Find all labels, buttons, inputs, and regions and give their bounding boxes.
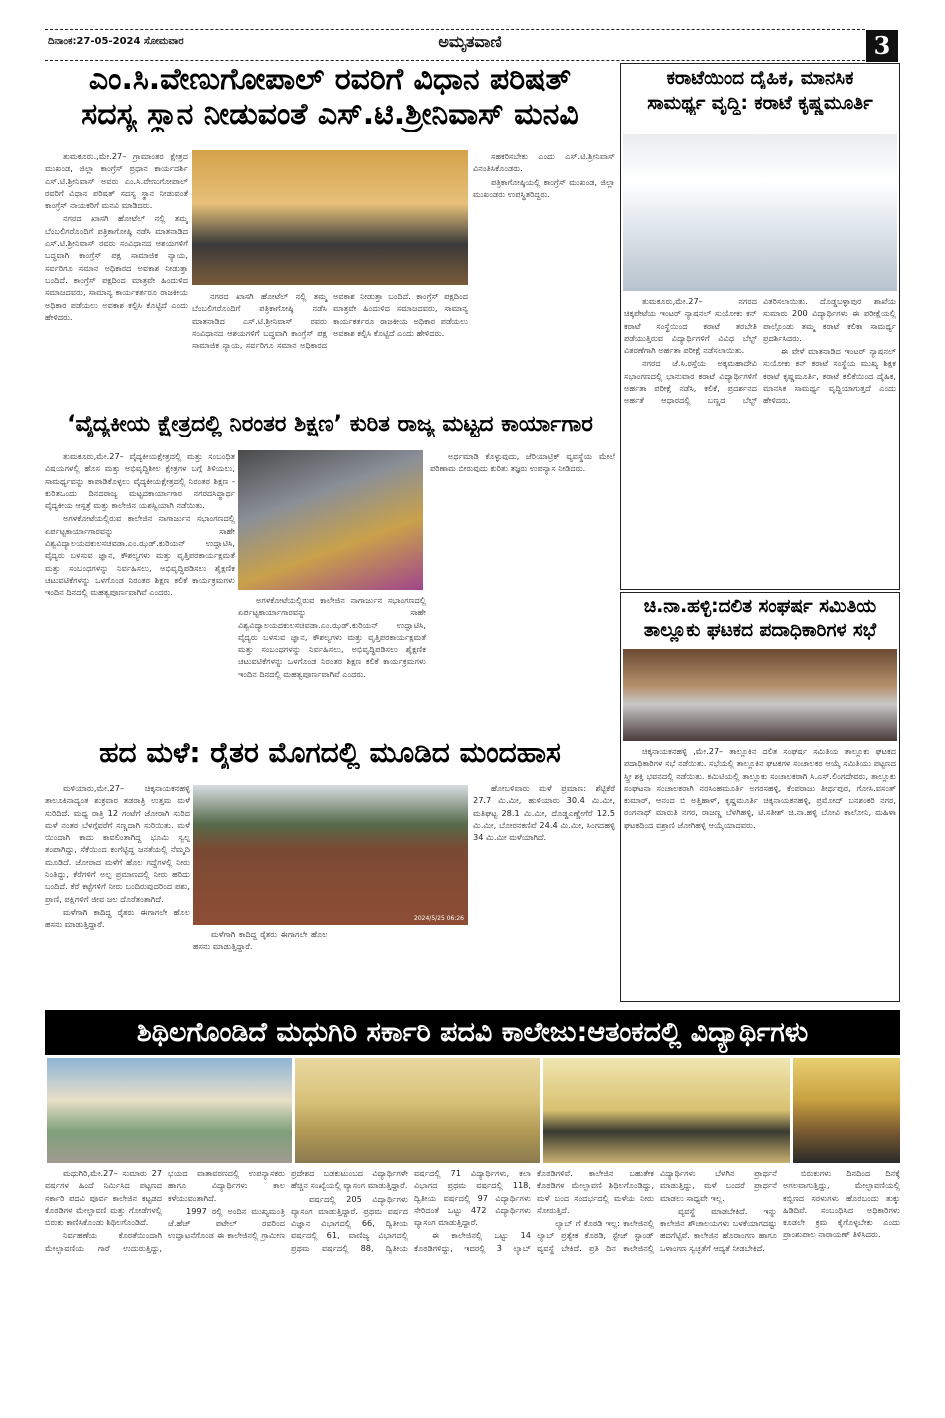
paragraph: ನಗರದ ಜೆ.ಸಿ.ರಸ್ತೆಯ ಅಕ್ಕಮಹಾದೇವಿ ಸಭಾಂಗಣದಲ್ಲಿ ಭಾನುವಾರ ಕರಾಟೆ ವಿದ್ಯಾರ್ಥಿಗಳಿಗೆ ಅರ್ಹತಾ ಪರೀಕ್ಷೆ ನಡೆಸಿ, ಕಲಿಕೆ, ಪ್ರದರ್ಶನದ ಅರ್ಹತೆ ಆಧಾರದಲ್ಲಿ ಬಣ್ಣದ ಬೆಲ್ಟ್ ವಿತರಿಸಲಾಯಿತು. ದೊಡ್ಡಬಳ್ಳಾಪುರ ಶಾಖೆಯ ಸುಮಾರು 200 ವಿದ್ಯಾರ್ಥಿಗಳು ಈ ಪರೀಕ್ಷೆಯಲ್ಲಿ ಪಾಲ್ಗೊಂಡು ತಮ್ಮ ಕರಾಟೆ ಕಲಿಕಾ ಸಾಮರ್ಥ್ಯ ಪ್ರದರ್ಶಿಸಿದರು. — [624, 296, 896, 406]
paragraph: ನಗರದ ಖಾಸಗಿ ಹೋಟೆಲ್ ನಲ್ಲಿ ತಮ್ಮ ಬೆಂಬಲಿಗರೊಂದಿಗೆ ಪತ್ರಿಕಾಗೋಷ್ಠಿ ನಡೆಸಿ ಮಾತನಾಡಿದ ಎಸ್.ಟಿ.ಶ್ರೀನಿವಾಸ್ ರವರು ಸಂವಿಧಾನದ ಆಶಯಗಳಿಗೆ ಬದ್ಧವಾಗಿ ಕಾಂಗ್ರೆಸ್ ಪಕ್ಷ ಸಾಮಾಜಿಕ ನ್ಯಾಯ, ಸರ್ವರಿಗೂ ಸಮಾನ ಅಧಿಕಾರದ ಅವಕಾಶ ನೀಡುತ್ತಾ ಬಂದಿದೆ. ಕಾಂಗ್ರೆಸ್ ಪಕ್ಷದಿಂದ ಮಾತ್ರವೇ ಹಿಂದುಳಿದ ಸಮಾಜದವರು, ಸಾಮಾನ್ಯ ಕಾರ್ಯಕರ್ತರೂ ರಾಜಕೀಯ ಅಧಿಕಾರ ಪಡೆಯಲು ಅವಕಾಶ ಕಲ್ಪಿಸಿ ಕೊಟ್ಟಿದೆ ಎಂದು ಹೇಳಿದರು. — [45, 213, 188, 322]
paragraph: ಚಿಕ್ಕನಾಯಕನಹಳ್ಳಿ ,ಮೇ.27– ತಾಲ್ಲೂಕಿನ ದಲಿತ ಸಂಘರ್ಷ ಸಮಿತಿಯ ತಾಲ್ಲೂಕು ಘಟಕದ ಪದಾಧಿಕಾರಿಗಳ ಸಭೆ ನಡೆಯಿತು. ಸಭೆಯಲ್ಲಿ ತಾಲ್ಲೂಕಿನ ಘಟಕಗಳ ಸಂಚಾಲಕರ ಆಯ್ಕೆ ಸಮಿತಿಯು ಪಟ್ಟಣದ ಸ್ತ್ರೀ ಶಕ್ತಿ ಭವನದಲ್ಲಿ ನಡೆಯಿತು. ಕಮಿಟಿಯಲ್ಲಿ ತಾಲ್ಲೂಕು ಸಂಚಾಲಕರಾಗಿ ಸಿ.ಎಸ್.ಲಿಂಗದೇವರು, ತಾಲ್ಲೂಕು ಸಂಘಟನಾ ಸಂಚಾಲಕರಾಗಿ ನರಸಿಂಹಮೂರ್ತಿ ಅಗರಸಹಳ್ಳಿ, ಕೆಂಪರಾಜು ತೀರ್ಥಪುರ, ಗೋಸಿ.ವಸಂತ್ ಕುಮಾರ್, ಆನಂದ ಬಿ ಅತ್ತಿಹಾಳ್, ಕೃಷ್ಣಮೂರ್ತಿ ಚಿಕ್ಕನಾಯಕನಹಳ್ಳಿ, ಪ್ರಮೋದ್ ಬನಶಂಕರಿ ನಗರ, ರಂಗನಾಥ್ ಮಾರುತಿ ನಗರ, ರಾಜಣ್ಣ ಬೆಳಗಿಹಳ್ಳಿ, ಟಿ.ಸತೀಶ್ ಚಿ.ನಾ.ಹಳ್ಳಿ ಬೋವಿ ಕಾಲೋನಿ, ಮಹಿಳಾ ಘಟಕದಿಂದ ವಶ್ರಾಣಿ ಜೋಗಿಹಳ್ಳಿ ಆಯ್ಕೆಯಾದವರು. — [624, 746, 896, 830]
header-rule-bottom — [45, 60, 865, 61]
article-medical-headline: ‘ವೈದ್ಯಕೀಯ ಕ್ಷೇತ್ರದಲ್ಲಿ ನಿರಂತರ ಶಿಕ್ಷಣ’ ಕುರಿತ ರಾಜ್ಯ ಮಟ್ಟದ ಕಾರ್ಯಾಗಾರ — [67, 412, 593, 437]
paragraph: ಮಳಿಯಾರು,ಮೇ.27– ಚಿಕ್ಕನಾಯಕನಹಳ್ಳಿ ತಾಲೂಕಿನಾದ್ಯಂತ ಶುಕ್ರವಾರ ತಡರಾತ್ರಿ ಉತ್ತಮ ಮಳೆ ಸುರಿದಿದೆ. ಮಧ್ಯ ರಾತ್ರಿ 12 ಗಂಟೆಗೆ ಜೋರಾಗಿ ಸುರಿದ ಮಳೆ ನಂತರ ಬೆಳಗ್ಗೆವರೆಗೆ ಸಣ್ಣದಾಗಿ ಸುರಿಯಿತು. ಮಳೆ ಯಿಂದಾಗಿ ಕಾದು ಕಾವಲಿಂತಾಗಿದ್ದ ಭೂಮಿ ಸ್ವಲ್ಪ ತಂಪಾಗಿದ್ದು, ಸೆಕೆಯಿಂದ ಕಂಗೆಟ್ಟಿದ್ದ ಜನತೆಯಲ್ಲಿ ನೆಮ್ಮದಿ ಮೂಡಿದೆ. ಜೋರಾದ ಮಳೆಗೆ ಹೊಲ ಗದ್ದೆಗಳಲ್ಲಿ ನೀರು ನಿಂತಿದ್ದು, ಕೆರೆಗಳಿಗೆ ಅಲ್ಪ ಪ್ರಮಾಣದಲ್ಲಿ ನೀರು ಹರಿದು ಬಂದಿದೆ. ಕೆರೆ ಕಟ್ಟೆಗಳಿಗೆ ನೀರು ಬಂದಿರುವುದರಿಂದ ಪಶು, ಪ್ರಾಣಿ, ಪಕ್ಷಿಗಳಿಗೆ ಜೀವ ಜಲ ದೊರೆತಂತಾಗಿದೆ. — [45, 783, 190, 904]
article-rain-under-photo — [193, 928, 468, 1004]
paragraph: 1997 ರಲ್ಲಿ ಅಂದಿನ ಮುಖ್ಯಮಂತ್ರಿ ಜೆ.ಹೆಚ್ ಪಟೇಲ್ ರವರಿಂದ ಉದ್ಘಾಟನೆಗೊಂಡ ಈ ಕಾಲೇಜಿನಲ್ಲಿ ಗ್ರಾಮೀಣ ಪ್ರದೇಶದ ಬಡಕುಟುಂಬದ ವಿದ್ಯಾರ್ಥಿಗಳೇ ಹೆಚ್ಚಿನ ಸಂಖ್ಯೆಯಲ್ಲಿ ವ್ಯಾಸಂಗ ಮಾಡುತ್ತಿದ್ದಾರೆ. — [168, 1168, 408, 1241]
paragraph: ಸಹಕರಿಸಬೇಕು ಎಂದು ಎಸ್.ಟಿ.ಶ್ರೀನಿವಾಸ್ ವಿನಂತಿಸಿಕೊಂಡರು. — [473, 151, 615, 174]
paragraph: ಬಿರುಕುಗಳು ದಿನದಿಂದ ದಿನಕ್ಕೆ ಅಗಲವಾಗುತ್ತಿದ್ದು, ಮೇಲ್ಛಾವಣಿಯಲ್ಲಿ ಕಬ್ಬಿಣದ ಸರಳುಗಳು ಹೊರಬಂದು ತುಕ್ಕು ಹಿಡಿದಿವೆ. ಸಂಬಂಧಿಸಿದ ಅಧಿಕಾರಿಗಳು ಕೂಡಲೇ ಕ್ರಮ ಕೈಗೊಳ್ಳಬೇಕು ಎಂದು ಪ್ರಾಂಶುಪಾಲ ನಾರಾಯಣ್ ತಿಳಿಸಿದರು. — [783, 1168, 900, 1240]
paragraph: ಈ ವೇಳೆ ಮಾತನಾಡಿದ ಇಂಟರ್ ನ್ಯಾಷನಲ್ ಸುಯೋಕು ಕನ್ ಕರಾಟೆ ಸಂಸ್ಥೆಯ ಮುಖ್ಯ ಶಿಕ್ಷಕ ಕರಾಟೆ ಕೃಷ್ಣಮೂರ್ತಿ, ಕರಾಟೆ ಕಲಿಕೆಯಿಂದ ದೈಹಿಕ, ಮಾನಸಿಕ ಸಾಮರ್ಥ್ಯ ವೃದ್ಧಿಯಾಗುತ್ತದೆ ಎಂದು ಹೇಳಿದರು. — [763, 346, 896, 406]
article-dss-meeting — [620, 592, 900, 1002]
article-karate-body — [624, 295, 896, 585]
paragraph: ವರ್ಷದಲ್ಲಿ 205 ವಿದ್ಯಾರ್ಥಿಗಳು ವ್ಯಾಸಂಗ ಮಾಡುತ್ತಿದ್ದಾರೆ. ಪ್ರಥಮ ವರ್ಷದ ವಿಜ್ಞಾನ ವಿಭಾಗದಲ್ಲಿ 66, ದ್ವಿತೀಯ ವರ್ಷದಲ್ಲಿ 61, ವಾಣಿಜ್ಯ ವಿಭಾಗದಲ್ಲಿ ಪ್ರಥಮ ವರ್ಷದಲ್ಲಿ 88, ದ್ವಿತೀಯ ವರ್ಷದಲ್ಲಿ 71 ವಿದ್ಯಾರ್ಥಿಗಳು, ಕಲಾ ವಿಭಾಗದ ಪ್ರಥಮ ವರ್ಷದಲ್ಲಿ 118, ದ್ವಿತೀಯ ವರ್ಷದಲ್ಲಿ 97 ವಿದ್ಯಾರ್ಥಿಗಳು ಸೇರಿದಂತೆ ಒಟ್ಟು 472 ವಿದ್ಯಾರ್ಥಿಗಳು ವ್ಯಾಸಂಗ ಮಾಡುತ್ತಿದ್ದಾರೆ. — [291, 1168, 531, 1253]
paragraph: ಮಳೆಗಾಗಿ ಕಾದಿದ್ದ ರೈತರು ಈಗಾಗಲೇ ಹೊಲ ಹಸನು ಮಾಡುತ್ತಿದ್ದಾರೆ. — [193, 929, 328, 952]
issue-date: ದಿನಾಂಕ:27-05-2024 ಸೋಮವಾರ — [48, 36, 184, 47]
paragraph: ಮಧುಗಿರಿ,ಮೇ.27– ಸುಮಾರು 27 ವರ್ಷಗಳ ಹಿಂದೆ ನಿರ್ಮಿಸಿದ ಪಟ್ಟಣದ ಸರ್ಕಾರಿ ಪದವಿ ಪೂರ್ವ ಕಾಲೇಜಿನ ಕಟ್ಟಡದ ಕೊಠಡಿಗಳ ಮೇಲ್ಛಾವಣಿ ಮತ್ತು ಗೋಡೆಗಳಲ್ಲಿ ಬಿರುಕು ಕಾಣಿಸಿಕೊಂಡು ಶಿಥಿಲಗೊಂಡಿದೆ. — [45, 1168, 162, 1228]
article-rain-col-right — [473, 782, 615, 1004]
headline-line: ಚಿ.ನಾ.ಹಳ್ಳಿ:ದಲಿತ ಸಂಘರ್ಷ ಸಮಿತಿಯ — [643, 596, 877, 617]
article-rain-col1 — [45, 782, 190, 1004]
paragraph: ತುಮಕೂರು,ಮೇ.27– ವೈದ್ಯಕೀಯಕ್ಷೇತ್ರದಲ್ಲಿ ಮತ್ತು ಸಂಬಂಧಿತ ವಿಷಯಗಳಲ್ಲಿ ಹೊಸ ಮತ್ತು ಅಭಿವೃದ್ಧಿಶೀಲ ಕ್ಷೇತ್ರಗಳ ಬಗ್ಗೆ ತಿಳಿಯಲು, ಸಾಮರ್ಥ್ಯವನ್ನು ಕಾಪಾಡಿಕೊಳ್ಳಲು ವೈದ್ಯಕೀಯಕ್ಷೇತ್ರದಲ್ಲಿ ನಿರಂತರ ಶಿಕ್ಷಣ - ಕುರಿತಒಂದು ದಿನದರಾಜ್ಯ ಮಟ್ಟದಕಾರ್ಯಾಗಾರ ನಗರದಸಿದ್ಧಾರ್ಥ ವೈದ್ಯಕೀಯ ಆಸ್ಪತ್ರೆ ಮತ್ತು ಕಾಲೇಜಿನ ಯಶಸ್ವಿಯಾಗಿ ನಡೆಯಿತು. — [45, 451, 235, 511]
cracked-ceiling-photo — [295, 1058, 540, 1163]
press-meet-photo — [192, 150, 468, 285]
paragraph: ತುಮಕೂರು,ಮೇ.27– ನಗರದ ಚಿಕ್ಕಪೇಟೆಯ ಇಂಟರ್ ನ್ಯಾಷನಲ್ ಸುಯೋಕು ಕನ್ ಕರಾಟೆ ಸಂಸ್ಥೆಯಿಂದ ಕರಾಟೆ ತರಬೇತಿ ಪಡೆಯುತ್ತಿರುವ ವಿದ್ಯಾರ್ಥಿಗಳಿಗೆ ವಿವಿಧ ಬೆಲ್ಟ್ ವಿತರಣೆಗಾಗಿ ಅರ್ಹತಾ ಪರೀಕ್ಷೆ ನಡೆಸಲಾಯಿತು. — [624, 296, 757, 356]
paragraph: ನಿರ್ವಹಣೆಯ ಕೊರತೆಯಿಂದಾಗಿ ಮೇಲ್ಛಾವಣಿಯ ಗಾರೆ ಉದುರುತ್ತಿದ್ದು, ಭಯದ ವಾತಾವರಣದಲ್ಲಿ ಉಪನ್ಯಾಸಕರು ಹಾಗೂ ವಿದ್ಯಾರ್ಥಿಗಳು ಕಾಲ ಕಳೆಯುವಂತಾಗಿದೆ. — [45, 1168, 285, 1253]
article-venugopal-under-photo — [192, 290, 468, 405]
paragraph: ಮಳೆಗಾಗಿ ಕಾದಿದ್ದ ರೈತರು ಈಗಾಗಲೇ ಹೊಲ ಹಸನು ಮಾಡುತ್ತಿದ್ದಾರೆ. — [45, 906, 190, 930]
article-college-headline: ಶಿಥಿಲಗೊಂಡಿದೆ ಮಧುಗಿರಿ ಸರ್ಕಾರಿ ಪದವಿ ಕಾಲೇಜು:ಆತಂಕದಲ್ಲಿ ವಿದ್ಯಾರ್ಥಿಗಳು — [45, 1010, 900, 1055]
header-rule-top — [45, 29, 865, 30]
college-building-photo — [47, 1058, 292, 1163]
article-karate — [620, 63, 900, 590]
article-venugopal-headline — [45, 63, 615, 132]
headline-line: ಕರಾಟೆಯಿಂದ ದೈಹಿಕ, ಮಾನಸಿಕ — [666, 68, 854, 89]
paragraph: ತುಮಕೂರು.,ಮೇ.27– ಗ್ರಾಮಾಂತರ ಕ್ಷೇತ್ರದ ಮುಖಂಡ, ಜಿಲ್ಲಾ ಕಾಂಗ್ರೆಸ್ ಪ್ರಧಾನ ಕಾರ್ಯದರ್ಶಿ ಎಸ್.ಟಿ.ಶ್ರೀನಿವಾಸ್ ಅವರು ಎಂ.ಸಿ.ವೇಣುಗೋಪಾಲ್ ರವರಿಗೆ ವಿಧಾನ ಪರಿಷತ್ ಸದಸ್ಯ ಸ್ಥಾನ ನೀಡುವಂತೆ ಕಾಂಗ್ರೆಸ್ ನಾಯಕರಿಗೆ ಮನವಿ ಮಾಡಿದರು. — [45, 151, 188, 211]
paragraph: ಅಗಳಕೋಟೆಯಲ್ಲಿರುವ ಕಾಲೇಜಿನ ನಾಗಾರ್ಜುನ ಸಭಾಂಗಣದಲ್ಲಿ ಏರ್ಪಟ್ಟಕಾರ್ಯಾಗಾರವನ್ನು ಸಾಹೇ ವಿಶ್ವವಿದ್ಯಾಲಯದಕುಲಸಚಿವಡಾ.ಎಂ.ಝಡ್.ಕುರಿಯನ್ ಉದ್ಘಾಟಿಸಿ, ವೈದ್ಯರು ಬಳಸುವ ಜ್ಞಾನ, ಕೌಶಲ್ಯಗಳು ಮತ್ತು ವೃತ್ತಿಪರಕಾರ್ಯಕ್ಷಮತೆ ಮತ್ತು ಸಂಬಂಧಗಳನ್ನು ನಿರ್ವಹಿಸಲು, ಅಭಿವೃದ್ಧಿಪಡಿಸಲು ಶೈಕ್ಷಣಿಕ ಚಟುವಟಿಕೆಗಳನ್ನು ಒಳಗೊಂಡ ನಿರಂತರ ಶಿಕ್ಷಣ ಕಲಿಕೆ ಕಾರ್ಯಕ್ರಮಗಳು ಇಂದಿನ ದಿನದಲ್ಲಿ ಮಹತ್ವಪೂರ್ಣವಾಗಿವೆ ಎಂದರು. — [45, 513, 235, 598]
masthead: ಅಮೃತವಾಣಿ — [438, 32, 502, 51]
paragraph: ಈ ಕಾಲೇಜಿನಲ್ಲಿ ಒಟ್ಟು 14 ಕೊಠಡಿಗಳಿದ್ದು, ಇದರಲ್ಲಿ 3 ಲ್ಯಾಬ್ ಕೊಠಡಿಗಳಿವೆ. ಕಾಲೇಜಿನ ಬಹುತೇಕ ಕೊಠಡಿಗಳ ಮೇಲ್ಛಾವಣಿ ಶಿಥಿಲಗೊಂಡಿದ್ದು, ಮಳೆ ಬಂದ ಸಂದರ್ಭದಲ್ಲಿ ಮಳೆಯ ನೀರು ಸೋರುತ್ತಿದೆ. — [414, 1168, 654, 1253]
article-medical-col1 — [45, 450, 235, 730]
paragraph: ಅರ್ಥಮಾಡಿ ಕೊಳ್ಳುವುದು, ಜೆರಿಯಾಟ್ರಿಕ್ ವ್ಯವಸ್ಥೆಯ ಮೇಲೆ ಪರಿಣಾಮ ಬೀರುವುದು ಕುರಿತು ತಜ್ಞರು ಉಪನ್ಯಾಸ ನೀಡಿದರು. — [430, 451, 615, 474]
paragraph: ಹೋಬಳಿವಾರು ಮಳೆ ಪ್ರಮಾಣ: ಶೆಟ್ಟಿಕೆರೆ 27.7 ಮಿ.ಮೀ, ಹುಳಿಯಾರು 30.4 ಮಿ.ಮೀ, ಮತಿಘಟ್ಟ 28.1 ಮಿ.ಮೀ, ದೊಡ್ಡಎಣ್ಣೇಗೆರೆ 12.5 ಮಿ.ಮೀ, ಬೋರನಕಣಿವೆ 24.4 ಮಿ.ಮೀ, ಸಿಂಗದಹಳ್ಳಿ 34 ಮಿ.ಮೀ ಮಳೆಯಾಗಿದೆ. — [473, 783, 615, 843]
damaged-classroom-photo — [543, 1058, 790, 1163]
article-dss-body — [624, 745, 896, 997]
article-venugopal-col-right — [473, 150, 615, 405]
article-medical-col-right — [430, 450, 615, 730]
article-venugopal-col1 — [45, 150, 188, 405]
article-rain-headline: ಹದ ಮಳೆ: ರೈತರ ಮೊಗದಲ್ಲಿ ಮೂಡಿದ ಮಂದಹಾಸ — [99, 737, 561, 769]
headline-line: ತಾಲ್ಲೂಕು ಘಟಕದ ಪದಾಧಿಕಾರಿಗಳ ಸಭೆ — [643, 620, 877, 642]
flooded-field-photo — [193, 785, 468, 925]
paragraph: ಪತ್ರಿಕಾಗೋಷ್ಠಿಯಲ್ಲಿ ಕಾಂಗ್ರೆಸ್ ಮುಖಂಡ, ಜಿಲ್ಲಾ ಮುಖಂಡರು ಉಪಸ್ಥಿತರಿದ್ದರು. — [473, 176, 615, 199]
article-medical-under-photo — [238, 594, 426, 730]
paragraph: ಅಗಳಕೋಟೆಯಲ್ಲಿರುವ ಕಾಲೇಜಿನ ನಾಗಾರ್ಜುನ ಸಭಾಂಗಣದಲ್ಲಿ ಏರ್ಪಟ್ಟಕಾರ್ಯಾಗಾರವನ್ನು ಸಾಹೇ ವಿಶ್ವವಿದ್ಯಾಲಯದಕುಲಸಚಿವಡಾ.ಎಂ.ಝಡ್.ಕುರಿಯನ್ ಉದ್ಘಾಟಿಸಿ, ವೈದ್ಯರು ಬಳಸುವ ಜ್ಞಾನ, ಕೌಶಲ್ಯಗಳು ಮತ್ತು ವೃತ್ತಿಪರಕಾರ್ಯಕ್ಷಮತೆ ಮತ್ತು ಸಂಬಂಧಗಳನ್ನು ನಿರ್ವಹಿಸಲು, ಅಭಿವೃದ್ಧಿಪಡಿಸಲು ಶೈಕ್ಷಣಿಕ ಚಟುವಟಿಕೆಗಳನ್ನು ಒಳಗೊಂಡ ನಿರಂತರ ಶಿಕ್ಷಣ ಕಲಿಕೆ ಕಾರ್ಯಕ್ರಮಗಳು ಇಂದಿನ ದಿನದಲ್ಲಿ ಮಹತ್ವಪೂರ್ಣವಾಗಿವೆ ಎಂದರು. — [238, 595, 426, 679]
workshop-inauguration-photo — [238, 450, 423, 590]
paragraph: ಲ್ಯಾಬ್ ಗೆ ಕೊಠಡಿ ಇಲ್ಲ: ಕಾಲೇಜಿನಲ್ಲಿ ಲ್ಯಾಬ್ ಪ್ರತ್ಯೇಕ ಕೊಠಡಿ, ಸ್ಟೇಜ್ ಸ್ಟಾಂಡ್ ವ್ಯವಸ್ಥೆ ಬೇಕಿದೆ. ಪ್ರತಿ ದಿನ ಕಾಲೇಜಿನಲ್ಲಿ ವಿದ್ಯಾರ್ಥಿಗಳು ಬೆಳಗಿನ ಪ್ರಾರ್ಥನೆ ಮಾಡುತ್ತಿದ್ದು, ಮಳೆ ಬಂದರೆ ಪ್ರಾರ್ಥನೆ ಮಾಡಲು ಸಾಧ್ಯವೇ ಇಲ್ಲ. — [537, 1168, 777, 1253]
photo-timestamp: 2024/5/25 06:26 — [414, 915, 464, 922]
headline-line: ಸದಸ್ಯ ಸ್ಥಾನ ನೀಡುವಂತೆ ಎಸ್.ಟಿ.ಶ್ರೀನಿವಾಸ್ ಮನವಿ — [81, 97, 579, 132]
paragraph: ವ್ಯವಸ್ಥೆ ಮಾಡಬೇಕಿದೆ. ಇನ್ನು ಕಾಲೇಜಿನ ಶೌಚಾಲಯಗಳು ಬಳಕೆಯಾಗದಷ್ಟು ಹದಗೆಟ್ಟಿವೆ. ಕಾಲೇಜಿನ ಹೊರಾಂಗಣ ಹಾಗೂ ಒಳಾಂಗಣ ಸ್ವಚ್ಛತೆಗೆ ಆದ್ಯತೆ ನೀಡಬೇಕಿದೆ. — [660, 1205, 777, 1253]
principal-portrait-photo — [793, 1058, 900, 1163]
page-number: 3 — [866, 30, 898, 62]
article-college-body — [45, 1167, 900, 1412]
headline-line: ಸಾಮರ್ಥ್ಯ ವೃದ್ಧಿ: ಕರಾಟೆ ಕೃಷ್ಣಮೂರ್ತಿ — [647, 93, 873, 115]
meeting-photo — [623, 649, 897, 741]
paragraph: ನಗರದ ಖಾಸಗಿ ಹೋಟೆಲ್ ನಲ್ಲಿ ತಮ್ಮ ಬೆಂಬಲಿಗರೊಂದಿಗೆ ಪತ್ರಿಕಾಗೋಷ್ಠಿ ನಡೆಸಿ ಮಾತನಾಡಿದ ಎಸ್.ಟಿ.ಶ್ರೀನಿವಾಸ್ ರವರು ಸಂವಿಧಾನದ ಆಶಯಗಳಿಗೆ ಬದ್ಧವಾಗಿ ಕಾಂಗ್ರೆಸ್ ಪಕ್ಷ ಸಾಮಾಜಿಕ ನ್ಯಾಯ, ಸರ್ವರಿಗೂ ಸಮಾನ ಅಧಿಕಾರದ ಅವಕಾಶ ನೀಡುತ್ತಾ ಬಂದಿದೆ. ಕಾಂಗ್ರೆಸ್ ಪಕ್ಷದಿಂದ ಮಾತ್ರವೇ ಹಿಂದುಳಿದ ಸಮಾಜದವರು, ಸಾಮಾನ್ಯ ಕಾರ್ಯಕರ್ತರೂ ರಾಜಕೀಯ ಅಧಿಕಾರ ಪಡೆಯಲು ಅವಕಾಶ ಕಲ್ಪಿಸಿ ಕೊಟ್ಟಿದೆ ಎಂದು ಹೇಳಿದರು. — [192, 291, 468, 351]
karate-students-photo — [623, 134, 897, 291]
headline-line: ಎಂ.ಸಿ.ವೇಣುಗೋಪಾಲ್ ರವರಿಗೆ ವಿಧಾನ ಪರಿಷತ್ — [88, 63, 572, 97]
